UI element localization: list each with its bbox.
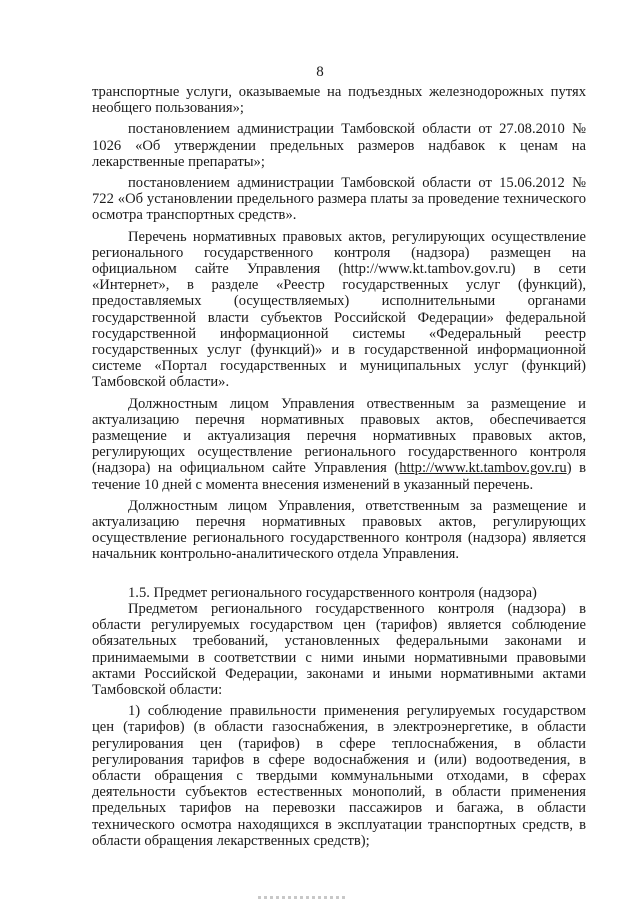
paragraph-control-subject: Предметом регионального государственного контроля (надзора) в области регулируемых государством цен (тарифов) является соблюдение обязательных требований, установленных федеральными законами и принимаемыми в соответствии с ними иными нормативными правовыми актами Российской Федерации, законами и иными нормативными актами Тамбовской области: xyxy=(92,600,586,698)
paragraph-resolution-722: постановлением администрации Тамбовской области от 15.06.2012 № 722 «Об установлении предельного размера платы за проведение технического осмотра транспортных средств». xyxy=(92,175,586,224)
document-body xyxy=(92,84,586,849)
page-number: 8 xyxy=(316,64,324,80)
paragraph-list-update-part1: Должностным лицом Управления отвественным за размещение и актуализацию перечня нормативных правовых актов, обеспечивается размещение и актуализация перечня нормативных правовых актов, регулирующих осуществление регионального государственного контроля (надзора) на официальном сайте Управления ( xyxy=(92,395,586,477)
paragraph-resolution-1026: постановлением администрации Тамбовской области от 27.08.2010 № 1026 «Об утверждении предельных размеров надбавок к ценам на лекарственные препараты»; xyxy=(92,121,586,170)
footer-scan-mark xyxy=(258,896,348,899)
official-site-link[interactable]: http://www.kt.tambov.gov.ru xyxy=(399,460,567,477)
section-heading: 1.5. Предмет регионального государственного контроля (надзора) xyxy=(128,584,537,601)
paragraph-item-1: 1) соблюдение правильности применения регулируемых государством цен (тарифов) (в области газоснабжения, в электроэнергетике, в области регулирования цен (тарифов) в сфере теплоснабжения, в области регулирования тарифов в сфере водоснабжения и (или) водоотведения, в области обращения с твердыми коммунальными отходами, в сферах деятельности субъектов естественных монополий, в области применения предельных тарифов на перевозки пассажиров и багажа, в области технического осмотра находящихся в эксплуатации транспортных средств, в области обращения лекарственных средств); xyxy=(92,703,586,849)
paragraph-responsible-official: Должностным лицом Управления, ответственным за размещение и актуализацию перечня нормативных правовых актов, регулирующих осуществление регионального государственного контроля (надзора) является начальник контрольно-аналитического отдела Управления. xyxy=(92,497,586,563)
paragraph-continuation: транспортные услуги, оказываемые на подъездных железнодорожных путях необщего пользования»; xyxy=(92,84,586,117)
paragraph-list-publication: Перечень нормативных правовых актов, регулирующих осуществление регионального государственного контроля (надзора) размещен на официальном сайте Управления (http://www.kt.tambov.gov.ru) в сети «Интернет», в разделе «Реестр государственных услуг (функций), предоставляемых (осуществляемых) исполнительными органами государственной власти субъектов Российской Федерации» федеральной государственной информационной системы «Федеральный реестр государственных услуг (функций)» и в государственной информационной системе «Портал государственных и муниципальных услуг (функций) Тамбовской области». xyxy=(92,228,586,391)
paragraph-list-update xyxy=(92,396,586,493)
paragraph-list-update-part2: ) в течение 10 дней с момента внесения изменений в указанный перечень. xyxy=(92,460,587,493)
